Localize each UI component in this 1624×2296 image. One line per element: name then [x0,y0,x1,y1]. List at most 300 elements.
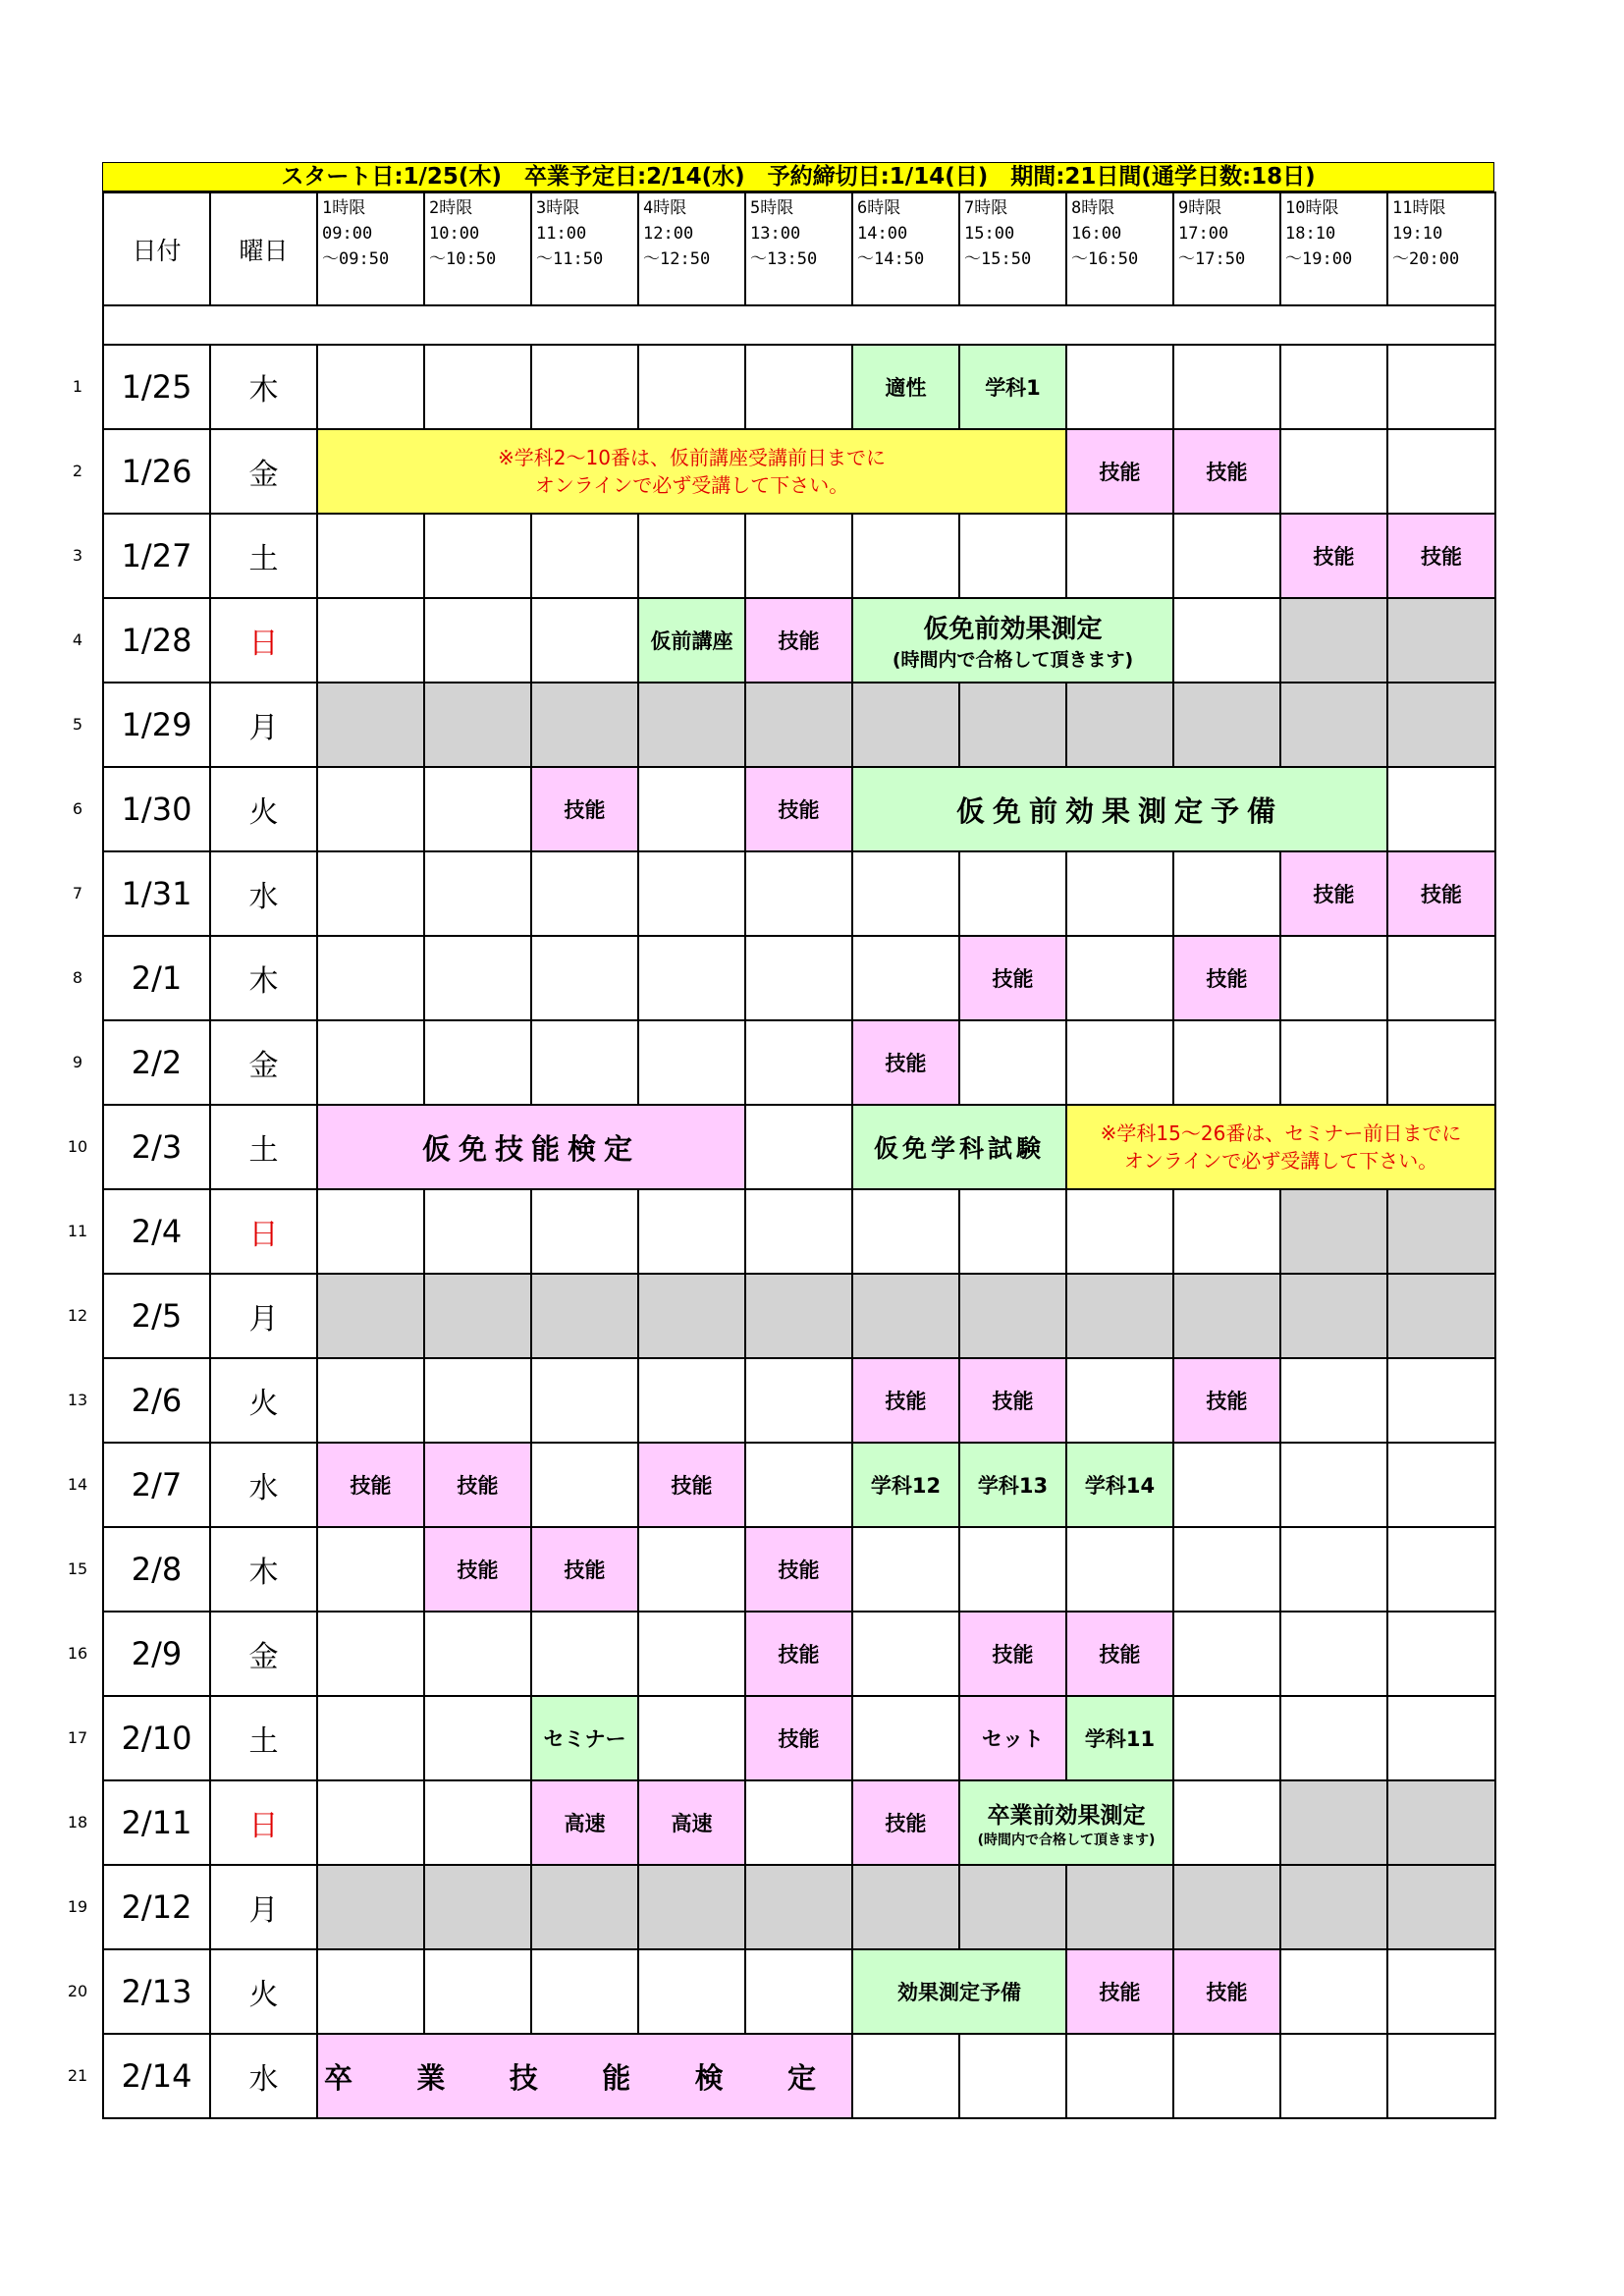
row-number: 4 [72,630,83,649]
schedule-banner: スタート日:1/25(木) 卒業予定日:2/14(水) 予約締切日:1/14(日) 期間:21日間(通学日数:18日) [102,162,1494,191]
closed-slot [531,1865,638,1949]
empty-slot [531,514,638,598]
row-number: 14 [67,1475,88,1494]
weekday-cell: 金 [210,429,317,514]
row-number: 21 [67,2066,88,2085]
empty-slot [745,936,852,1020]
empty-slot [1387,1696,1495,1780]
weekday-cell: 土 [210,1696,317,1780]
schedule-row [103,1865,1495,1949]
empty-slot [1066,514,1173,598]
row-number: 19 [67,1897,88,1916]
lesson-slot[interactable]: 適性 [852,345,959,429]
lesson-slot[interactable]: 学科12 [852,1443,959,1527]
date-cell: 1/29 [103,683,210,767]
empty-slot [852,2034,959,2118]
closed-slot [852,683,959,767]
lesson-slot[interactable]: 効果測定予備 [852,1949,1066,2034]
row-number: 7 [72,884,83,902]
empty-slot [424,767,531,851]
empty-slot [959,1189,1066,1274]
empty-slot [317,598,424,683]
empty-slot [1387,936,1495,1020]
spacer-cell [103,305,1495,345]
row-number: 6 [72,799,83,818]
closed-slot [1173,683,1280,767]
lesson-slot[interactable]: 仮免学科試験 [852,1105,1066,1189]
empty-slot [1066,2034,1173,2118]
date-cell: 1/30 [103,767,210,851]
empty-slot [1280,1527,1387,1612]
empty-slot [638,1612,745,1696]
empty-slot [531,1358,638,1443]
empty-slot [1066,1358,1173,1443]
period-header: 5時限 13:00 ～13:50 [745,192,852,305]
date-cell: 2/11 [103,1780,210,1865]
weekday-cell: 日 [210,1780,317,1865]
empty-slot [1066,345,1173,429]
lesson-slot[interactable]: 技能 [317,1443,424,1527]
empty-slot [1173,514,1280,598]
empty-slot [531,1020,638,1105]
date-cell: 2/13 [103,1949,210,2034]
schedule-row [103,345,1495,429]
empty-slot [1387,345,1495,429]
period-header: 7時限 15:00 ～15:50 [959,192,1066,305]
weekday-cell: 金 [210,1020,317,1105]
empty-slot [317,1358,424,1443]
lesson-slot[interactable]: 技能 [1066,1949,1173,2034]
empty-slot [1173,2034,1280,2118]
empty-slot [745,514,852,598]
empty-slot [531,345,638,429]
empty-slot [317,345,424,429]
lesson-slot[interactable]: 高速 [531,1780,638,1865]
weekday-cell: 水 [210,2034,317,2118]
closed-slot [1387,1189,1495,1274]
lesson-slot[interactable]: 仮免前効果測定 (時間内で合格して頂きます) [852,598,1173,683]
schedule-row [103,514,1495,598]
lesson-slot[interactable]: 技能 [1066,429,1173,514]
period-header: 1時限 09:00 ～09:50 [317,192,424,305]
empty-slot [1173,1189,1280,1274]
empty-slot [959,514,1066,598]
row-number: 20 [67,1982,88,2000]
lesson-slot[interactable]: 技能 [745,767,852,851]
empty-slot [638,1949,745,2034]
closed-slot [424,1274,531,1358]
empty-slot [424,514,531,598]
empty-slot [1280,1020,1387,1105]
weekday-cell: 日 [210,1189,317,1274]
empty-slot [745,1949,852,2034]
empty-slot [1387,2034,1495,2118]
closed-slot [531,1274,638,1358]
row-number: 16 [67,1644,88,1663]
empty-slot [1387,1020,1495,1105]
lesson-slot[interactable]: 技能 [1173,429,1280,514]
schedule-row [103,936,1495,1020]
schedule-row [103,1358,1495,1443]
lesson-slot[interactable]: 技能 [745,1527,852,1612]
empty-slot [317,1949,424,2034]
empty-slot [1173,1612,1280,1696]
lesson-slot[interactable]: 学科14 [1066,1443,1173,1527]
empty-slot [424,851,531,936]
empty-slot [424,1949,531,2034]
schedule-row [103,1020,1495,1105]
closed-slot [1387,1274,1495,1358]
date-cell: 2/4 [103,1189,210,1274]
weekday-header: 曜日 [210,192,317,305]
empty-slot [1173,1020,1280,1105]
weekday-cell: 火 [210,1949,317,2034]
empty-slot [424,345,531,429]
row-number: 15 [67,1559,88,1578]
empty-slot [424,598,531,683]
closed-slot [1387,598,1495,683]
schedule-row [103,683,1495,767]
lesson-slot[interactable]: 技能 [852,1780,959,1865]
date-cell: 2/7 [103,1443,210,1527]
row-number: 5 [72,715,83,734]
row-number: 18 [67,1813,88,1831]
row-number: 10 [67,1137,88,1156]
empty-slot [745,1020,852,1105]
empty-slot [1173,851,1280,936]
lesson-slot[interactable]: 技能 [1173,936,1280,1020]
empty-slot [317,1612,424,1696]
empty-slot [1173,1443,1280,1527]
date-cell: 2/8 [103,1527,210,1612]
empty-slot [317,514,424,598]
closed-slot [1387,1780,1495,1865]
weekday-cell: 木 [210,1527,317,1612]
empty-slot [424,1358,531,1443]
lesson-slot[interactable]: 技能 [1066,1612,1173,1696]
lesson-slot[interactable]: 技能 [852,1358,959,1443]
schedule-row [103,1189,1495,1274]
empty-slot [638,1527,745,1612]
empty-slot [1173,1527,1280,1612]
empty-slot [1280,345,1387,429]
empty-slot [1387,429,1495,514]
empty-slot [317,936,424,1020]
empty-slot [1066,1527,1173,1612]
empty-slot [852,514,959,598]
empty-slot [531,598,638,683]
empty-slot [745,1189,852,1274]
schedule-row [103,1696,1495,1780]
date-cell: 1/31 [103,851,210,936]
empty-slot [852,1696,959,1780]
closed-slot [317,1865,424,1949]
empty-slot [1387,1527,1495,1612]
empty-slot [317,1527,424,1612]
date-cell: 2/3 [103,1105,210,1189]
closed-slot [852,1865,959,1949]
closed-slot [1066,683,1173,767]
empty-slot [531,851,638,936]
schedule-row [103,598,1495,683]
closed-slot [424,1865,531,1949]
lesson-slot[interactable]: セミナー [531,1696,638,1780]
date-cell: 2/10 [103,1696,210,1780]
period-header: 9時限 17:00 ～17:50 [1173,192,1280,305]
empty-slot [1387,767,1495,851]
closed-slot [638,683,745,767]
period-header: 4時限 12:00 ～12:50 [638,192,745,305]
schedule-row [103,1612,1495,1696]
empty-slot [1173,1780,1280,1865]
lesson-slot[interactable]: 技能 [959,1358,1066,1443]
empty-slot [745,1780,852,1865]
lesson-slot[interactable]: 仮前講座 [638,598,745,683]
lesson-slot[interactable]: 技能 [852,1020,959,1105]
schedule-row [103,429,1495,514]
schedule-row [103,1949,1495,2034]
empty-slot [1280,1612,1387,1696]
empty-slot [1387,1949,1495,2034]
empty-slot [1280,1358,1387,1443]
lesson-slot[interactable]: 技能 [745,1696,852,1780]
empty-slot [638,1696,745,1780]
empty-slot [852,1189,959,1274]
period-header: 2時限 10:00 ～10:50 [424,192,531,305]
empty-slot [638,514,745,598]
lesson-slot[interactable]: 学科11 [1066,1696,1173,1780]
header-row [103,192,1495,305]
empty-slot [317,767,424,851]
empty-slot [531,1443,638,1527]
empty-slot [745,1105,852,1189]
closed-slot [745,1274,852,1358]
lesson-slot[interactable]: 技能 [1280,514,1387,598]
row-number: 8 [72,968,83,987]
row-number: 3 [72,546,83,565]
empty-slot [745,851,852,936]
empty-slot [317,1696,424,1780]
lesson-slot[interactable]: 技能 [745,598,852,683]
notice-cell: ※学科2～10番は、仮前講座受講前日までに オンラインで必ず受講して下さい。 [317,429,1066,514]
lesson-slot[interactable]: 高速 [638,1780,745,1865]
lesson-slot[interactable]: 技能 [531,1527,638,1612]
lesson-slot[interactable]: 技能 [531,767,638,851]
closed-slot [1173,1274,1280,1358]
empty-slot [638,345,745,429]
date-cell: 2/5 [103,1274,210,1358]
lesson-slot[interactable]: 仮免前効果測定予備 [852,767,1387,851]
closed-slot [638,1274,745,1358]
empty-slot [424,936,531,1020]
schedule-row [103,767,1495,851]
closed-slot [1280,1189,1387,1274]
closed-slot [745,1865,852,1949]
period-header: 6時限 14:00 ～14:50 [852,192,959,305]
empty-slot [317,1189,424,1274]
lesson-slot[interactable]: 学科13 [959,1443,1066,1527]
empty-slot [745,1443,852,1527]
weekday-cell: 土 [210,1105,317,1189]
weekday-cell: 木 [210,936,317,1020]
lesson-slot[interactable]: セット [959,1696,1066,1780]
empty-slot [1387,1612,1495,1696]
weekday-cell: 月 [210,683,317,767]
spacer-row [103,305,1495,345]
date-cell: 1/25 [103,345,210,429]
closed-slot [1280,1865,1387,1949]
empty-slot [1387,1443,1495,1527]
empty-slot [1280,1443,1387,1527]
row-number: 2 [72,462,83,480]
empty-slot [531,936,638,1020]
empty-slot [1280,936,1387,1020]
date-cell: 1/27 [103,514,210,598]
empty-slot [959,1020,1066,1105]
empty-slot [317,1780,424,1865]
date-cell: 2/14 [103,2034,210,2118]
empty-slot [1280,1949,1387,2034]
closed-slot [745,683,852,767]
date-cell: 1/26 [103,429,210,514]
closed-slot [424,683,531,767]
empty-slot [1066,936,1173,1020]
closed-slot [638,1865,745,1949]
empty-slot [745,345,852,429]
weekday-cell: 水 [210,851,317,936]
empty-slot [531,1189,638,1274]
empty-slot [1280,2034,1387,2118]
row-number: 17 [67,1728,88,1747]
weekday-cell: 金 [210,1612,317,1696]
empty-slot [1387,1358,1495,1443]
weekday-cell: 月 [210,1865,317,1949]
weekday-cell: 火 [210,1358,317,1443]
closed-slot [1280,683,1387,767]
empty-slot [638,1020,745,1105]
schedule-table [102,191,1496,2119]
closed-slot [1387,683,1495,767]
closed-slot [1173,1865,1280,1949]
lesson-slot[interactable]: 技能 [1173,1358,1280,1443]
lesson-slot[interactable]: 技能 [1387,514,1495,598]
lesson-slot[interactable]: 技能 [745,1612,852,1696]
lesson-slot[interactable]: 技能 [638,1443,745,1527]
empty-slot [638,767,745,851]
schedule-row [103,2034,1495,2118]
schedule-row [103,1443,1495,1527]
empty-slot [317,1020,424,1105]
date-cell: 2/6 [103,1358,210,1443]
lesson-slot[interactable]: 技能 [1280,851,1387,936]
empty-slot [638,851,745,936]
empty-slot [959,851,1066,936]
closed-slot [1280,1780,1387,1865]
empty-slot [531,1949,638,2034]
empty-slot [638,1189,745,1274]
row-number: 12 [67,1306,88,1325]
closed-slot [959,1865,1066,1949]
closed-slot [531,683,638,767]
lesson-slot[interactable]: 技能 [1173,1949,1280,2034]
closed-slot [1280,598,1387,683]
empty-slot [852,936,959,1020]
lesson-slot[interactable]: 技能 [959,936,1066,1020]
closed-slot [1066,1274,1173,1358]
weekday-cell: 日 [210,598,317,683]
empty-slot [959,2034,1066,2118]
schedule-row [103,1105,1495,1189]
schedule-row [103,851,1495,936]
row-number: 11 [67,1222,88,1240]
closed-slot [317,683,424,767]
schedule-row [103,1780,1495,1865]
row-number: 1 [72,377,83,396]
closed-slot [959,683,1066,767]
closed-slot [317,1274,424,1358]
empty-slot [1173,345,1280,429]
empty-slot [1173,1696,1280,1780]
empty-slot [1280,429,1387,514]
empty-slot [852,851,959,936]
closed-slot [1387,1865,1495,1949]
lesson-slot[interactable]: 技能 [959,1612,1066,1696]
lesson-slot[interactable]: 卒業前効果測定 (時間内で合格して頂きます) [959,1780,1173,1865]
empty-slot [638,936,745,1020]
lesson-slot[interactable]: 技能 [424,1443,531,1527]
closed-slot [1066,1865,1173,1949]
row-number: 13 [67,1391,88,1409]
period-header: 3時限 11:00 ～11:50 [531,192,638,305]
empty-slot [638,1358,745,1443]
lesson-slot[interactable]: 学科1 [959,345,1066,429]
empty-slot [1066,1189,1173,1274]
period-header: 8時限 16:00 ～16:50 [1066,192,1173,305]
lesson-slot[interactable]: 仮免技能検定 [317,1105,745,1189]
empty-slot [424,1189,531,1274]
empty-slot [1066,851,1173,936]
weekday-cell: 土 [210,514,317,598]
empty-slot [1066,1020,1173,1105]
empty-slot [424,1612,531,1696]
date-cell: 2/9 [103,1612,210,1696]
weekday-cell: 火 [210,767,317,851]
weekday-cell: 水 [210,1443,317,1527]
empty-slot [959,1527,1066,1612]
empty-slot [852,1527,959,1612]
lesson-slot[interactable]: 技能 [424,1527,531,1612]
row-number: 9 [72,1053,83,1071]
notice-cell: ※学科15～26番は、セミナー前日までに オンラインで必ず受講して下さい。 [1066,1105,1495,1189]
empty-slot [1280,1696,1387,1780]
period-header: 10時限 18:10 ～19:00 [1280,192,1387,305]
weekday-cell: 月 [210,1274,317,1358]
lesson-slot[interactable]: 技能 [1387,851,1495,936]
date-cell: 2/12 [103,1865,210,1949]
date-header: 日付 [103,192,210,305]
lesson-slot[interactable]: 卒業技能検定 [317,2034,852,2118]
date-cell: 1/28 [103,598,210,683]
schedule-row [103,1527,1495,1612]
empty-slot [531,1612,638,1696]
period-header: 11時限 19:10 ～20:00 [1387,192,1495,305]
empty-slot [424,1696,531,1780]
empty-slot [317,851,424,936]
empty-slot [424,1020,531,1105]
date-cell: 2/1 [103,936,210,1020]
empty-slot [1173,598,1280,683]
closed-slot [959,1274,1066,1358]
